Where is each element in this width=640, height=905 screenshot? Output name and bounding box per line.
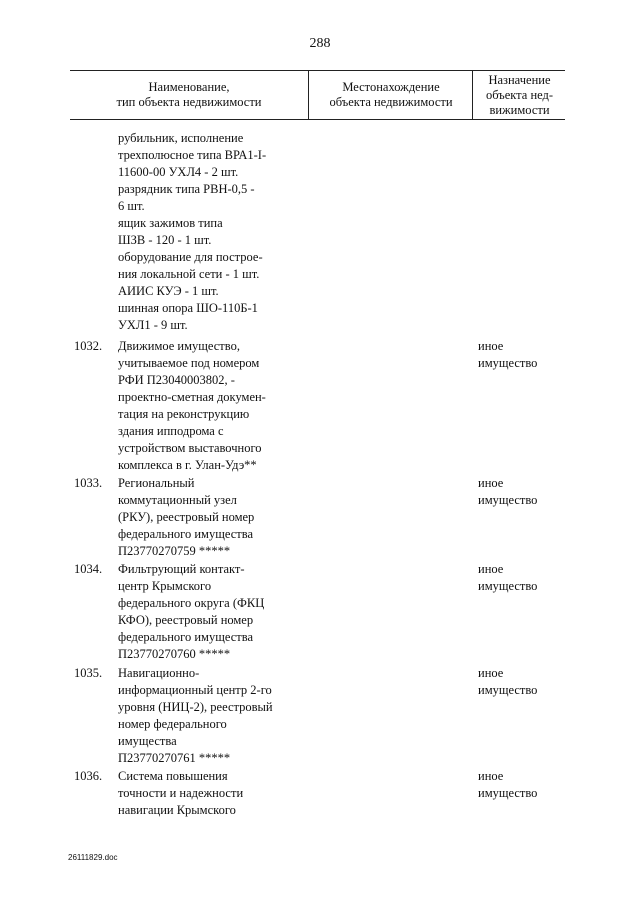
text-line: федерального имущества [118, 630, 253, 644]
text-line: имущество [478, 356, 538, 370]
row-description [118, 561, 264, 663]
text-line: иное [478, 666, 504, 680]
text-line: учитываемое под номером [118, 356, 260, 370]
text-line: иное [478, 339, 504, 353]
text-line: П23770270760 ***** [118, 647, 231, 661]
text-line: шинная опора ШО-110Б-1 [118, 301, 258, 315]
row-description [118, 475, 254, 560]
row-description [118, 768, 243, 819]
text-line: федерального имущества [118, 527, 253, 541]
row-number: 1036. [74, 769, 103, 783]
text-line: проектно-сметная докумен- [118, 390, 266, 404]
row-purpose [478, 475, 537, 509]
page-number: 288 [309, 36, 331, 51]
continuation-text [118, 130, 266, 334]
text-line: тация на реконструкцию [118, 407, 250, 421]
header-line: Местонахождение [342, 80, 440, 94]
text-line: коммутационный узел [118, 493, 237, 507]
text-line: Навигационно- [118, 666, 200, 680]
text-line: здания ипподрома с [118, 424, 224, 438]
table-header [70, 70, 565, 120]
row-purpose [478, 768, 537, 802]
text-line: П23770270759 ***** [118, 544, 231, 558]
text-line: ШЗВ - 120 - 1 шт. [118, 233, 212, 247]
text-line: навигации Крымского [118, 803, 236, 817]
header-line: Назначение [488, 72, 551, 87]
text-line: КФО), реестровый номер [118, 613, 254, 627]
text-line: имущество [478, 579, 538, 593]
text-line: федерального округа (ФКЦ [118, 596, 265, 610]
header-line: Наименование, [148, 80, 230, 94]
row-number: 1033. [74, 476, 103, 490]
row-purpose [478, 338, 537, 372]
text-line: (РКУ), реестровый номер [118, 510, 255, 524]
text-line: центр Крымского [118, 579, 212, 593]
row-number: 1032. [74, 339, 103, 353]
text-line: оборудование для построе- [118, 250, 263, 264]
text-line: разрядник типа РВН-0,5 - [118, 182, 255, 196]
header-line: тип объекта недвижимости [116, 95, 262, 109]
text-line: РФИ П23040003802, - [118, 373, 235, 387]
text-line: иное [478, 476, 504, 490]
text-line: иное [478, 562, 504, 576]
text-line: УХЛ1 - 9 шт. [118, 318, 188, 332]
text-line: 6 шт. [118, 199, 145, 213]
text-line: Движимое имущество, [118, 339, 240, 353]
row-number: 1035. [74, 666, 103, 680]
text-line: имущество [478, 786, 538, 800]
text-line: П23770270761 ***** [118, 751, 231, 765]
text-line: 11600-00 УХЛ4 - 2 шт. [118, 165, 239, 179]
row-description [118, 665, 273, 767]
text-line: рубильник, исполнение [118, 131, 244, 145]
header-name-type [70, 71, 308, 119]
text-line: имущество [478, 493, 538, 507]
header-line: объекта нед- [485, 87, 554, 102]
text-line: ния локальной сети - 1 шт. [118, 267, 260, 281]
text-line: устройством выставочного [118, 441, 262, 455]
header-location [308, 71, 473, 119]
row-number: 1034. [74, 562, 103, 576]
document-filename: 26111829.doc [68, 853, 118, 862]
text-line: уровня (НИЦ-2), реестровый [118, 700, 273, 714]
text-line: ящик зажимов типа [118, 216, 223, 230]
row-purpose [478, 665, 537, 699]
text-line: иное [478, 769, 504, 783]
text-line: АИИС КУЭ - 1 шт. [118, 284, 219, 298]
text-line: трехполюсное типа ВРА1-I- [118, 148, 267, 162]
text-line: точности и надежности [118, 786, 244, 800]
text-line: информационный центр 2-го [118, 683, 272, 697]
text-line: комплекса в г. Улан-Удэ** [118, 458, 257, 472]
text-line: Региональный [118, 476, 195, 490]
text-line: имущества [118, 734, 177, 748]
header-purpose [472, 71, 566, 119]
text-line: имущество [478, 683, 538, 697]
text-line: номер федерального [118, 717, 227, 731]
text-line: Система повышения [118, 769, 228, 783]
text-line: Фильтрующий контакт- [118, 562, 245, 576]
row-purpose [478, 561, 537, 595]
header-line: объекта недвижимости [329, 95, 453, 109]
row-description [118, 338, 266, 474]
header-line: вижимости [489, 102, 550, 117]
